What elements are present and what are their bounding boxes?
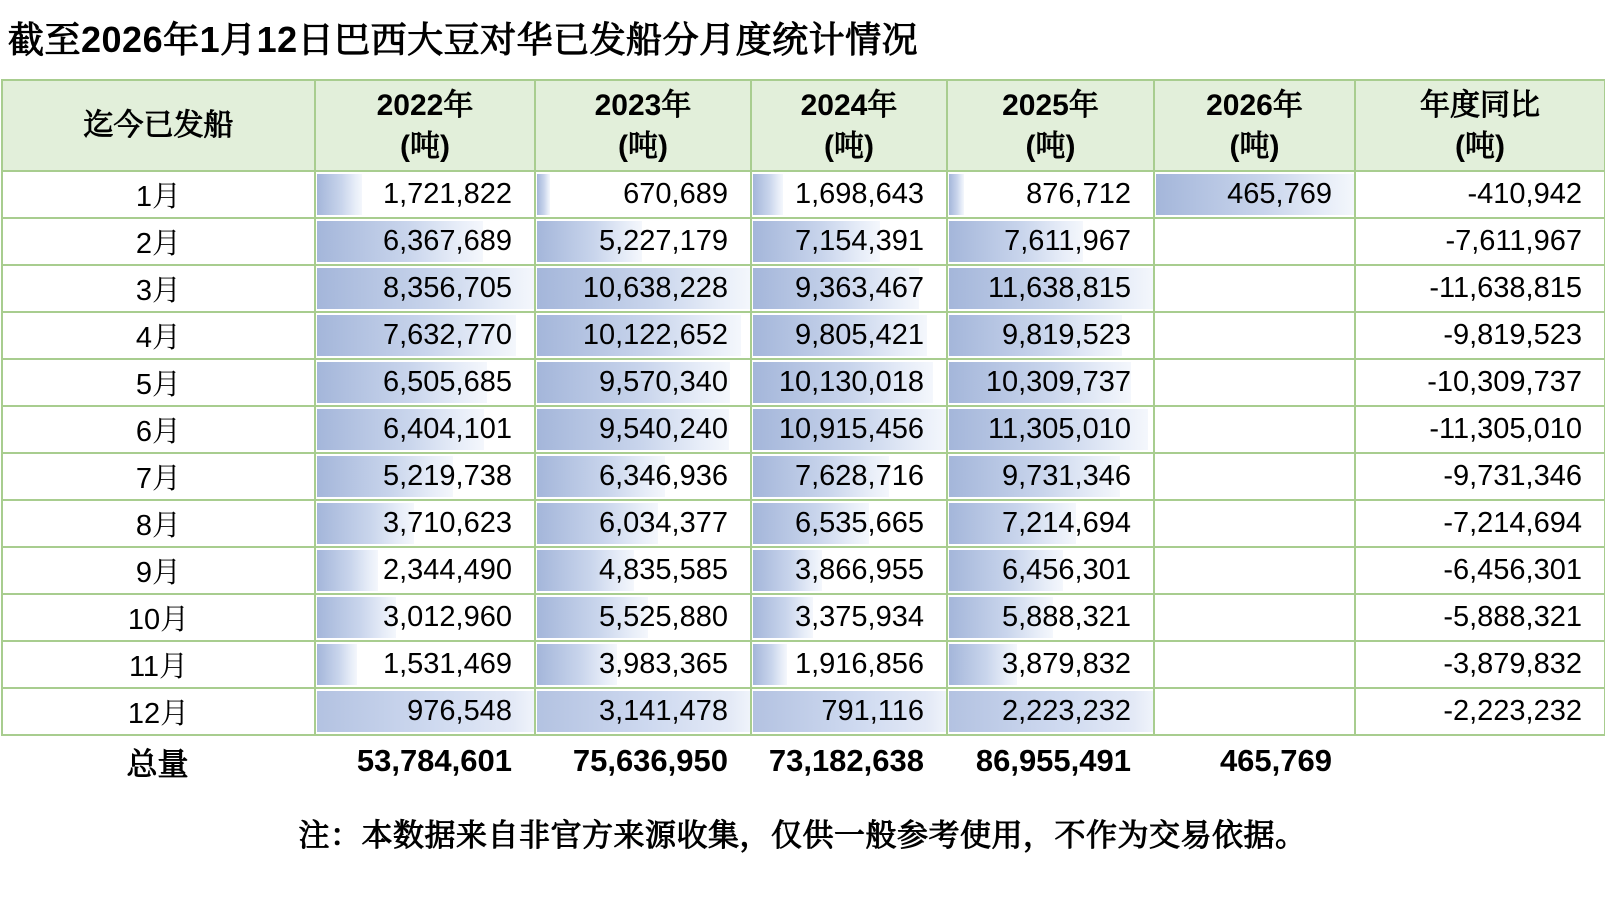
value-cell: [1154, 641, 1355, 688]
row-label: 3月: [2, 265, 315, 312]
cell-value: -11,638,815: [1429, 272, 1582, 304]
column-unit-label: (吨): [1025, 129, 1076, 163]
value-cell: [535, 453, 751, 500]
cell-value: -7,611,967: [1445, 225, 1582, 257]
cell-value: 5,227,179: [598, 225, 728, 257]
row-label: 6月: [2, 406, 315, 453]
cell-value: 1,916,856: [794, 648, 924, 680]
column-unit-label: (吨): [1455, 129, 1505, 163]
row-label: 7月: [2, 453, 315, 500]
cell-value: 6,505,685: [382, 366, 512, 398]
column-header-2: [751, 80, 947, 171]
cell-value: 6,367,689: [382, 225, 512, 257]
row-header-label: 迄今已发船: [2, 80, 315, 171]
column-header-1: [535, 80, 751, 171]
table-row: [2, 265, 1605, 312]
cell-value: 6,404,101: [382, 413, 512, 445]
table-row: [2, 218, 1605, 265]
row-label: 2月: [2, 218, 315, 265]
value-cell: [1154, 171, 1355, 218]
cell-value: 10,130,018: [778, 366, 924, 398]
value-cell: [947, 688, 1154, 735]
value-cell: [535, 218, 751, 265]
table-row: [2, 359, 1605, 406]
total-label: 总量: [126, 746, 189, 782]
value-cell: [947, 641, 1154, 688]
table-row: [2, 500, 1605, 547]
cell-value: -6,456,301: [1443, 554, 1582, 586]
value-cell: [947, 453, 1154, 500]
column-unit-label: (吨): [824, 129, 874, 163]
value-cell: [751, 594, 947, 641]
column-unit-label: (吨): [1229, 129, 1280, 163]
page-title: 截至2026年1月12日巴西大豆对华已发船分月度统计情况: [8, 19, 919, 60]
cell-value: 3,012,960: [382, 601, 512, 633]
column-header-0: [315, 80, 535, 171]
cell-value: 5,888,321: [1001, 601, 1131, 633]
value-cell: [1154, 312, 1355, 359]
cell-value: 4,835,585: [598, 554, 728, 586]
cell-value: 3,879,832: [1001, 648, 1131, 680]
value-cell: [315, 688, 535, 735]
value-cell: [315, 265, 535, 312]
column-year-label: 2026年: [1206, 88, 1303, 122]
value-cell: [315, 641, 535, 688]
value-cell: [751, 688, 947, 735]
cell-value: 8,356,705: [382, 272, 512, 304]
row-label: 10月: [2, 594, 315, 641]
value-cell: [535, 547, 751, 594]
column-year-label: 2023年: [594, 88, 692, 122]
value-cell: [1355, 171, 1605, 218]
value-cell: [1154, 406, 1355, 453]
cell-value: 10,638,228: [582, 272, 728, 304]
cell-value: 1,531,469: [382, 648, 512, 680]
total-value: 86,955,491: [975, 743, 1131, 778]
value-cell: [1154, 265, 1355, 312]
total-value: 465,769: [1219, 743, 1332, 778]
footnote: 注：本数据来自非官方来源收集，仅供一般参考使用，不作为交易依据。: [298, 818, 1307, 853]
value-cell: [315, 500, 535, 547]
value-cell: [535, 641, 751, 688]
value-cell: [751, 641, 947, 688]
cell-value: 7,611,967: [1004, 225, 1131, 257]
cell-value: -9,731,346: [1443, 460, 1582, 492]
value-cell: [751, 453, 947, 500]
cell-value: -410,942: [1467, 178, 1582, 210]
value-cell: [751, 265, 947, 312]
value-cell: [751, 500, 947, 547]
value-cell: [1355, 406, 1605, 453]
cell-value: 9,363,467: [794, 272, 924, 304]
value-cell: [751, 547, 947, 594]
value-cell: [315, 171, 535, 218]
row-label: 12月: [2, 688, 315, 735]
column-year-label: 2025年: [1002, 88, 1099, 122]
total-value: 53,784,601: [356, 743, 512, 778]
value-cell: [535, 688, 751, 735]
cell-value: 2,223,232: [1001, 695, 1131, 727]
value-cell: [535, 359, 751, 406]
column-year-label: 年度同比: [1420, 88, 1540, 122]
total-row: [1, 736, 1605, 786]
cell-value: 10,915,456: [778, 413, 924, 445]
cell-value: 10,309,737: [985, 366, 1131, 398]
cell-value: 10,122,652: [582, 319, 728, 351]
cell-value: 7,628,716: [794, 460, 924, 492]
value-cell: [535, 312, 751, 359]
row-label: 4月: [2, 312, 315, 359]
row-label: 9月: [2, 547, 315, 594]
total-value: 75,636,950: [572, 743, 728, 778]
value-cell: [1154, 688, 1355, 735]
cell-value: 11,638,815: [988, 272, 1131, 304]
column-year-label: 2024年: [800, 88, 898, 122]
value-cell: [535, 594, 751, 641]
value-cell: [1355, 547, 1605, 594]
value-cell: [1154, 359, 1355, 406]
cell-value: -7,214,694: [1443, 507, 1582, 539]
value-cell: [1355, 453, 1605, 500]
table-row: [2, 594, 1605, 641]
column-header-4: [1154, 80, 1355, 171]
value-cell: [1355, 688, 1605, 735]
cell-value: 9,570,340: [598, 366, 728, 398]
cell-value: -2,223,232: [1443, 695, 1582, 727]
cell-value: 5,525,880: [598, 601, 728, 633]
cell-value: 9,805,421: [794, 319, 924, 351]
cell-value: 6,535,665: [794, 507, 924, 539]
value-cell: [947, 265, 1154, 312]
column-unit-label: (吨): [400, 129, 450, 163]
cell-value: 3,710,623: [382, 507, 512, 539]
value-cell: [1355, 312, 1605, 359]
value-cell: [315, 359, 535, 406]
cell-value: 5,219,738: [382, 460, 512, 492]
cell-value: 670,689: [623, 178, 728, 210]
cell-value: 6,034,377: [598, 507, 728, 539]
value-cell: [315, 547, 535, 594]
value-cell: [535, 406, 751, 453]
column-header-5: [1355, 80, 1605, 171]
value-cell: [947, 218, 1154, 265]
table-row: [2, 171, 1605, 218]
shipments-table: [1, 79, 1605, 736]
table-row: [2, 688, 1605, 735]
value-cell: [1355, 594, 1605, 641]
value-cell: [535, 500, 751, 547]
cell-value: 3,375,934: [794, 601, 924, 633]
table-row: [2, 641, 1605, 688]
cell-value: 6,346,936: [598, 460, 728, 492]
value-cell: [947, 594, 1154, 641]
value-cell: [947, 171, 1154, 218]
value-cell: [1154, 453, 1355, 500]
cell-value: -9,819,523: [1443, 319, 1582, 351]
cell-value: 9,540,240: [598, 413, 728, 445]
value-cell: [535, 171, 751, 218]
value-cell: [1355, 218, 1605, 265]
table-header-row: [2, 80, 1605, 171]
row-label: 1月: [2, 171, 315, 218]
cell-value: 876,712: [1026, 178, 1131, 210]
column-header-3: [947, 80, 1154, 171]
row-label: 11月: [2, 641, 315, 688]
value-cell: [947, 312, 1154, 359]
value-cell: [315, 218, 535, 265]
cell-value: 1,698,643: [794, 178, 924, 210]
value-cell: [1154, 500, 1355, 547]
total-value: 73,182,638: [768, 743, 924, 778]
cell-value: 3,866,955: [794, 554, 924, 586]
row-label: 5月: [2, 359, 315, 406]
cell-value: 976,548: [407, 695, 512, 727]
value-cell: [751, 359, 947, 406]
value-cell: [315, 406, 535, 453]
cell-value: 7,214,694: [1001, 507, 1131, 539]
value-cell: [1355, 359, 1605, 406]
row-label: 8月: [2, 500, 315, 547]
cell-value: -10,309,737: [1427, 366, 1582, 398]
value-cell: [1154, 547, 1355, 594]
value-cell: [947, 500, 1154, 547]
table-row: [2, 406, 1605, 453]
table-row: [2, 312, 1605, 359]
cell-value: 11,305,010: [988, 413, 1131, 445]
column-year-label: 2022年: [376, 88, 474, 122]
table-row: [2, 453, 1605, 500]
value-cell: [1355, 500, 1605, 547]
value-cell: [1154, 218, 1355, 265]
value-cell: [947, 547, 1154, 594]
value-cell: [315, 594, 535, 641]
cell-value: -11,305,010: [1429, 413, 1582, 445]
value-cell: [315, 453, 535, 500]
cell-value: 3,141,478: [598, 695, 728, 727]
cell-value: 7,154,391: [794, 225, 924, 257]
value-cell: [1355, 641, 1605, 688]
table-row: [2, 547, 1605, 594]
cell-value: -5,888,321: [1443, 601, 1582, 633]
cell-value: 6,456,301: [1001, 554, 1131, 586]
value-cell: [751, 218, 947, 265]
value-cell: [751, 312, 947, 359]
value-cell: [751, 406, 947, 453]
cell-value: 2,344,490: [382, 554, 512, 586]
cell-value: 9,731,346: [1001, 460, 1131, 492]
value-cell: [751, 171, 947, 218]
cell-value: 791,116: [821, 695, 924, 727]
cell-value: -3,879,832: [1443, 648, 1582, 680]
value-cell: [947, 359, 1154, 406]
column-unit-label: (吨): [618, 129, 668, 163]
cell-value: 465,769: [1227, 178, 1332, 210]
value-cell: [947, 406, 1154, 453]
cell-value: 1,721,822: [382, 178, 512, 210]
value-cell: [1355, 265, 1605, 312]
cell-value: 3,983,365: [598, 648, 728, 680]
cell-value: 9,819,523: [1001, 319, 1131, 351]
cell-value: 7,632,770: [382, 319, 512, 351]
value-cell: [1154, 594, 1355, 641]
value-cell: [535, 265, 751, 312]
value-cell: [315, 312, 535, 359]
